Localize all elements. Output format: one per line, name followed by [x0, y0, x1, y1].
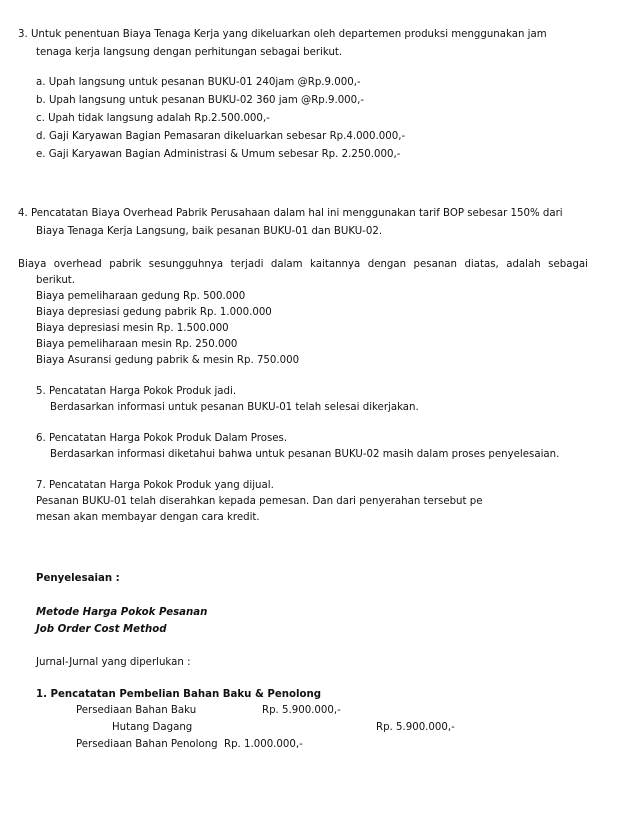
- method-title: Metode Harga Pokok Pesanan: [36, 607, 208, 618]
- bop-item-2: Biaya depresiasi gedung pabrik Rp. 1.000.000: [36, 307, 272, 318]
- section-3-intro-line-2: tenaga kerja langsung dengan perhitungan sebagai berikut.: [36, 47, 343, 58]
- journal-intro: Jurnal-Jurnal yang diperlukan :: [36, 657, 191, 668]
- section-3-intro-line-1: 3. Untuk penentuan Biaya Tenaga Kerja yang dikeluarkan oleh departemen produksi menggunakan jam: [18, 29, 547, 40]
- section-5-title: 5. Pencatatan Harga Pokok Produk jadi.: [36, 386, 237, 397]
- bop-item-4: Biaya pemeliharaan mesin Rp. 250.000: [36, 339, 238, 350]
- section-5-body: Berdasarkan informasi untuk pesanan BUKU-01 telah selesai dikerjakan.: [50, 402, 419, 413]
- section-6-title: 6. Pencatatan Harga Pokok Produk Dalam Proses.: [36, 433, 288, 444]
- journal-1-row-1-account: Persediaan Bahan Baku: [76, 705, 197, 716]
- section-3-item-e: e. Gaji Karyawan Bagian Administrasi & Umum sebesar Rp. 2.250.000,-: [36, 149, 401, 160]
- section-7-title: 7. Pencatatan Harga Pokok Produk yang dijual.: [36, 480, 274, 491]
- journal-1-title: 1. Pencatatan Pembelian Bahan Baku & Penolong: [36, 689, 322, 700]
- bop-item-3: Biaya depresiasi mesin Rp. 1.500.000: [36, 323, 229, 334]
- section-7-body-2: mesan akan membayar dengan cara kredit.: [36, 512, 260, 523]
- bop-intro-line-1: Biaya overhead pabrik sesungguhnya terjadi dalam kaitannya dengan pesanan diatas, adalah sebagai: [18, 259, 588, 270]
- journal-1-row-3-account: Persediaan Bahan Penolong: [76, 739, 218, 750]
- section-3-item-c: c. Upah tidak langsung adalah Rp.2.500.000,-: [36, 113, 270, 124]
- section-6-body: Berdasarkan informasi diketahui bahwa untuk pesanan BUKU-02 masih dalam proses penyelesaian.: [50, 449, 560, 460]
- bop-item-5: Biaya Asuransi gedung pabrik & mesin Rp. 750.000: [36, 355, 300, 366]
- section-4-line-2: Biaya Tenaga Kerja Langsung, baik pesanan BUKU-01 dan BUKU-02.: [36, 226, 383, 237]
- section-7-body-1: Pesanan BUKU-01 telah diserahkan kepada pemesan. Dan dari penyerahan tersebut pe: [36, 496, 483, 507]
- section-3-item-d: d. Gaji Karyawan Bagian Pemasaran dikeluarkan sebesar Rp.4.000.000,-: [36, 131, 406, 142]
- section-3-item-a: a. Upah langsung untuk pesanan BUKU-01 240jam @Rp.9.000,-: [36, 77, 361, 88]
- journal-1-row-3-debit: Rp. 1.000.000,-: [224, 739, 303, 750]
- bop-intro-line-2: berikut.: [36, 275, 76, 286]
- section-4-line-1: 4. Pencatatan Biaya Overhead Pabrik Perusahaan dalam hal ini menggunakan tarif BOP sebesar 150% dari: [18, 208, 563, 219]
- journal-1-row-2-credit: Rp. 5.900.000,-: [376, 722, 455, 733]
- journal-1-row-2-account: Hutang Dagang: [112, 722, 193, 733]
- section-3-item-b: b. Upah langsung untuk pesanan BUKU-02 360 jam @Rp.9.000,-: [36, 95, 365, 106]
- method-title-en: Job Order Cost Method: [36, 624, 167, 635]
- journal-1-row-1-debit: Rp. 5.900.000,-: [262, 705, 341, 716]
- solution-heading: Penyelesaian :: [36, 573, 120, 584]
- bop-item-1: Biaya pemeliharaan gedung Rp. 500.000: [36, 291, 246, 302]
